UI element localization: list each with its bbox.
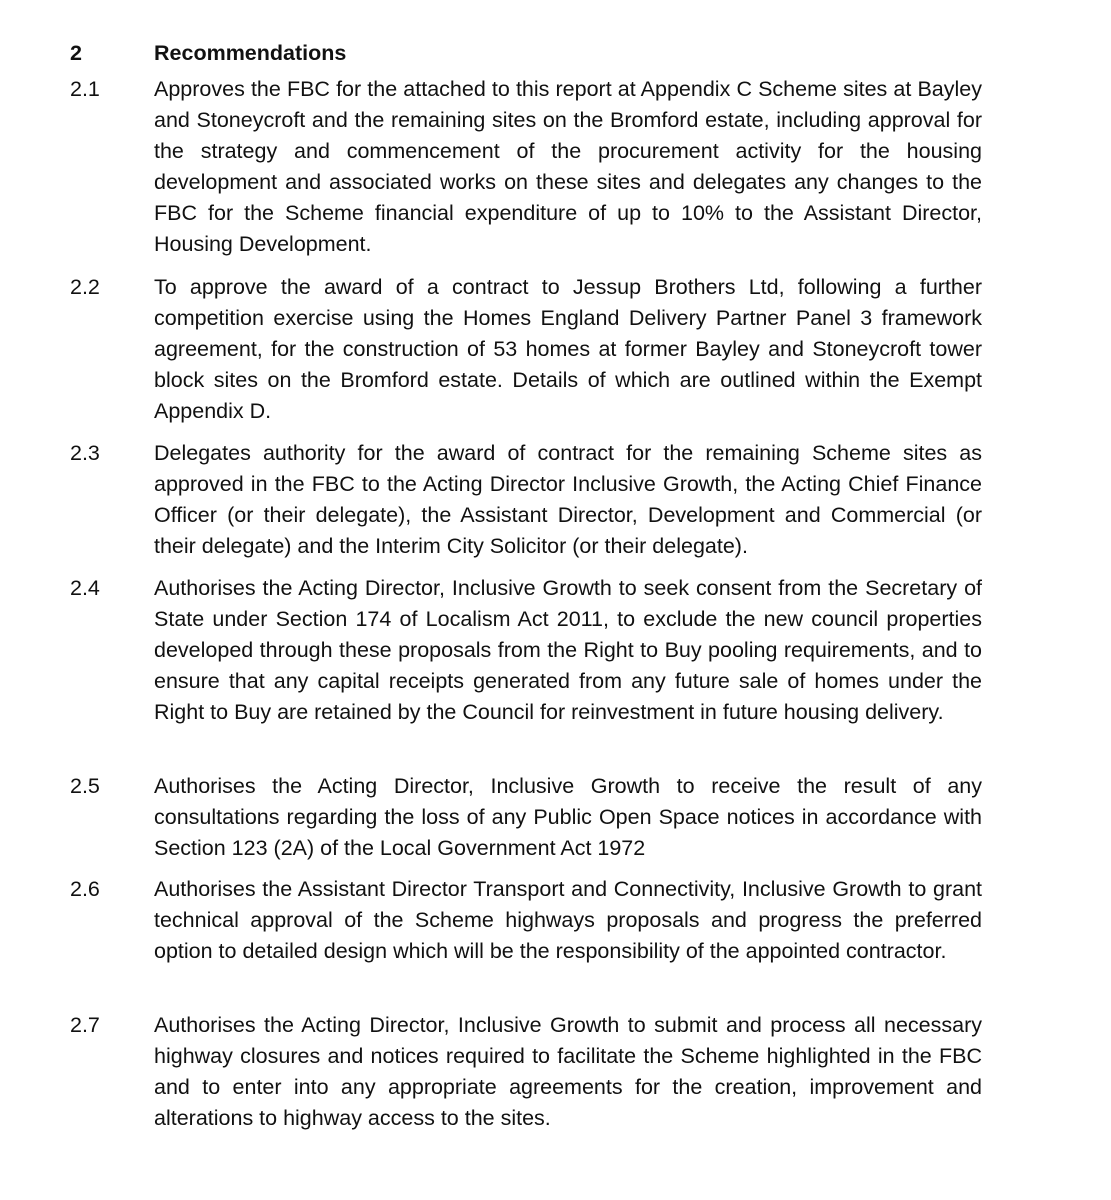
item-number: 2.2 [70, 275, 100, 299]
item-number: 2.1 [70, 77, 100, 101]
recommendation-2-1 [70, 74, 982, 260]
section-number: 2 [70, 41, 82, 65]
item-number: 2.3 [70, 441, 100, 465]
section-title: Recommendations [154, 41, 347, 65]
item-text: Authorises the Acting Director, Inclusive Growth to seek consent from the Secretary of State under Section 174 of Localism Act 2011, to exclude the new council properties developed through these proposals from the Right to Buy pooling requirements, and to ensure that any capital receipts generated from any future sale of homes under the Right to Buy are retained by the Council for reinvestment in future housing delivery. [154, 576, 982, 724]
recommendation-2-7 [70, 1010, 982, 1134]
recommendation-2-4 [70, 573, 982, 728]
item-number: 2.7 [70, 1013, 100, 1037]
recommendation-2-5 [70, 771, 982, 864]
recommendation-2-6 [70, 874, 982, 967]
item-text: Approves the FBC for the attached to this report at Appendix C Scheme sites at Bayley and Stoneycroft and the remaining sites on the Bromford estate, including approval for the strategy and commencement of the procurement activity for the housing development and associated works on these sites and delegates any changes to the FBC for the Scheme financial expenditure of up to 10% to the Assistant Director, Housing Development. [154, 77, 982, 256]
item-text: Authorises the Acting Director, Inclusive Growth to submit and process all necessary highway closures and notices required to facilitate the Scheme highlighted in the FBC and to enter into any appropriate agreements for the creation, improvement and alterations to highway access to the sites. [154, 1013, 982, 1130]
item-number: 2.4 [70, 576, 100, 600]
item-text: To approve the award of a contract to Jessup Brothers Ltd, following a further competition exercise using the Homes England Delivery Partner Panel 3 framework agreement, for the construction of 53 homes at former Bayley and Stoneycroft tower block sites on the Bromford estate. Details of which are outlined within the Exempt Appendix D. [154, 275, 982, 423]
item-text: Delegates authority for the award of contract for the remaining Scheme sites as approved in the FBC to the Acting Director Inclusive Growth, the Acting Chief Finance Officer (or their delegate), the Assistant Director, Development and Commercial (or their delegate) and the Interim City Solicitor (or their delegate). [154, 441, 982, 558]
item-number: 2.5 [70, 774, 100, 798]
item-text: Authorises the Assistant Director Transport and Connectivity, Inclusive Growth to grant technical approval of the Scheme highways proposals and progress the preferred option to detailed design which will be the responsibility of the appointed contractor. [154, 877, 982, 963]
recommendation-2-3 [70, 438, 982, 562]
item-number: 2.6 [70, 877, 100, 901]
recommendation-2-2 [70, 272, 982, 427]
item-text: Authorises the Acting Director, Inclusive Growth to receive the result of any consultations regarding the loss of any Public Open Space notices in accordance with Section 123 (2A) of the Local Government Act 1972 [154, 774, 982, 860]
section-heading [70, 38, 990, 68]
